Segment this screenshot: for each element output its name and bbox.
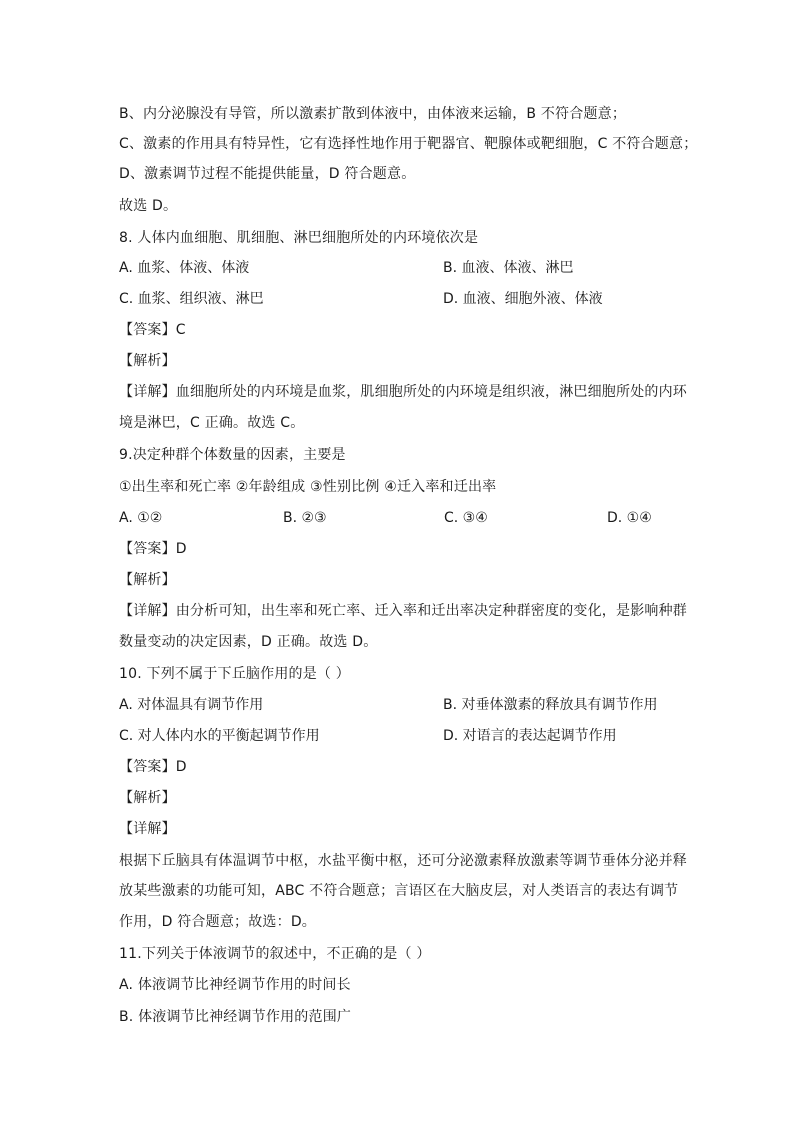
q10-detail-label: 【详解】 bbox=[119, 821, 176, 837]
q8-option-b: B. 血液、体液、淋巴 bbox=[443, 260, 574, 276]
q9-factors: ①出生率和死亡率 ②年龄组成 ③性别比例 ④迁入率和迁出率 bbox=[119, 479, 497, 495]
q10-detail-line-3: 作用，D 符合题意；故选：D。 bbox=[119, 914, 317, 930]
q8-stem: 8. 人体内血细胞、肌细胞、淋巴细胞所处的内环境依次是 bbox=[119, 230, 479, 246]
q10-detail-line-2: 放某些激素的功能可知，ABC 不符合题意；言语区在大脑皮层，对人类语言的表达有调节 bbox=[119, 883, 679, 899]
q7-option-c-explanation: C、激素的作用具有特异性，它有选择性地作用于靶器官、靶腺体或靶细胞，C 不符合题意； bbox=[119, 136, 698, 152]
q9-option-c: C. ③④ bbox=[444, 510, 488, 526]
q9-analysis-label: 【解析】 bbox=[119, 572, 176, 588]
q8-detail-line-1: 【详解】血细胞所处的内环境是血浆，肌细胞所处的内环境是组织液，淋巴细胞所处的内环 bbox=[119, 384, 687, 400]
q9-detail-line-2: 数量变动的决定因素，D 正确。故选 D。 bbox=[119, 634, 378, 650]
q8-analysis-label: 【解析】 bbox=[119, 353, 176, 369]
q11-option-b: B. 体液调节比神经调节作用的范围广 bbox=[119, 1009, 352, 1025]
q8-answer: 【答案】C bbox=[119, 322, 186, 338]
q7-conclusion: 故选 D。 bbox=[119, 198, 178, 214]
q9-answer: 【答案】D bbox=[119, 541, 187, 557]
q11-option-a: A. 体液调节比神经调节作用的时间长 bbox=[119, 977, 351, 993]
q10-option-d: D. 对语言的表达起调节作用 bbox=[443, 728, 617, 744]
q10-option-b: B. 对垂体激素的释放具有调节作用 bbox=[443, 697, 658, 713]
q10-detail-line-1: 根据下丘脑具有体温调节中枢，水盐平衡中枢，还可分泌激素释放激素等调节垂体分泌并释 bbox=[119, 853, 687, 869]
q8-option-d: D. 血液、细胞外液、体液 bbox=[443, 291, 603, 307]
q10-option-c: C. 对人体内水的平衡起调节作用 bbox=[119, 728, 320, 744]
q10-option-a: A. 对体温具有调节作用 bbox=[119, 697, 264, 713]
q8-detail-line-2: 境是淋巴，C 正确。故选 C。 bbox=[119, 415, 305, 431]
q9-option-d: D. ①④ bbox=[607, 510, 652, 526]
q10-answer: 【答案】D bbox=[119, 759, 187, 775]
q10-stem: 10. 下列不属于下丘脑作用的是（ ） bbox=[119, 666, 350, 682]
q8-option-c: C. 血浆、组织液、淋巴 bbox=[119, 291, 264, 307]
q9-detail-line-1: 【详解】由分析可知，出生率和死亡率、迁入率和迁出率决定种群密度的变化，是影响种群 bbox=[119, 603, 687, 619]
q11-stem: 11.下列关于体液调节的叙述中，不正确的是（ ） bbox=[119, 946, 431, 962]
q9-stem: 9.决定种群个体数量的因素，主要是 bbox=[119, 447, 346, 463]
q9-option-a: A. ①② bbox=[119, 510, 163, 526]
q7-option-b-explanation: B、内分泌腺没有导管，所以激素扩散到体液中，由体液来运输，B 不符合题意； bbox=[119, 106, 627, 122]
q10-analysis-label: 【解析】 bbox=[119, 790, 176, 806]
q8-option-a: A. 血浆、体液、体液 bbox=[119, 260, 250, 276]
q7-option-d-explanation: D、激素调节过程不能提供能量，D 符合题意。 bbox=[119, 166, 416, 182]
q9-option-b: B. ②③ bbox=[283, 510, 327, 526]
